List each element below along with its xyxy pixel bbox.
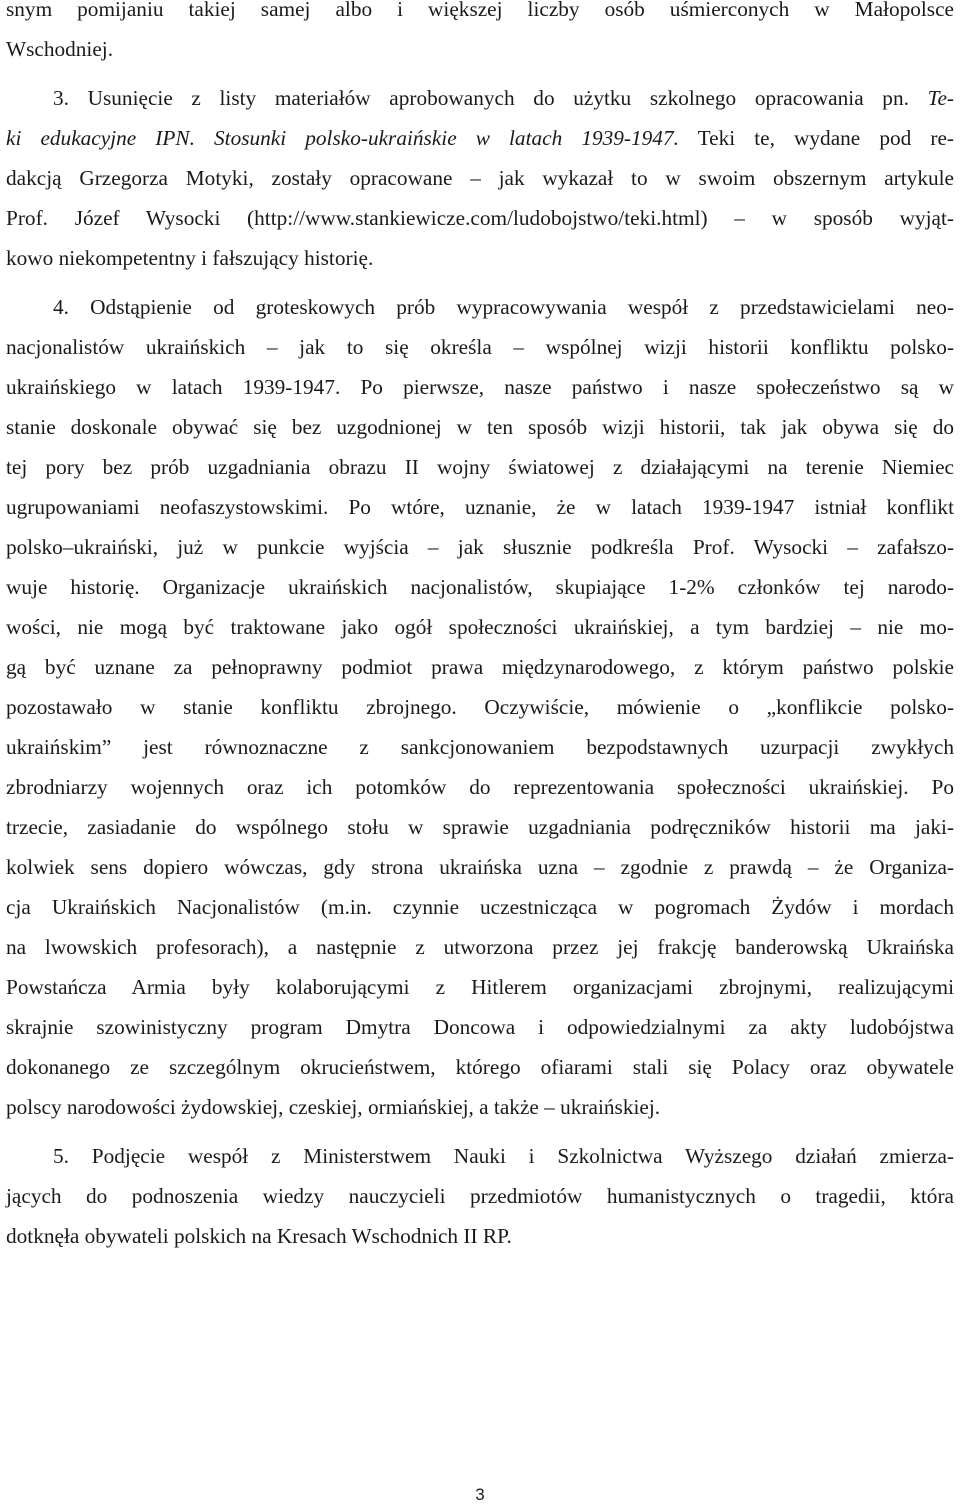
- text-line: gą być uznane za pełnoprawny podmiot prawa międzynarodowego, z którym państwo polskie: [6, 655, 954, 679]
- text-line: ki edukacyjne IPN. Stosunki polsko-ukraińskie w latach 1939-1947. Teki te, wydane pod re-: [6, 126, 954, 150]
- text-line: skrajnie szowinistyczny program Dmytra Doncowa i odpowiedzialnymi za akty ludobójstwa: [6, 1015, 954, 1039]
- text-line: pozostawało w stanie konfliktu zbrojnego. Oczywiście, mówienie o „konflikcie polsko-: [6, 695, 954, 719]
- text-line: dotknęła obywateli polskich na Kresach Wschodnich II RP.: [6, 1224, 512, 1248]
- text-line: ukraińskiego w latach 1939-1947. Po pierwsze, nasze państwo i nasze społeczeństwo są w: [6, 375, 954, 399]
- text-line: Wschodniej.: [6, 37, 114, 61]
- text-line: snym pomijaniu takiej samej albo i większej liczby osób uśmierconych w Małopolsce: [6, 0, 954, 21]
- text-line: cja Ukraińskich Nacjonalistów (m.in. czynnie uczestnicząca w pogromach Żydów i mordach: [6, 895, 954, 919]
- text-line: nacjonalistów ukraińskich – jak to się określa – wspólnej wizji historii konfliktu polsko-: [6, 335, 954, 359]
- text-line: ugrupowaniami neofaszystowskimi. Po wtóre, uznanie, że w latach 1939-1947 istniał konflikt: [6, 495, 954, 519]
- text-line: tej pory bez prób uzgadniania obrazu II wojny światowej z działającymi na terenie Niemiec: [6, 455, 954, 479]
- text-line: Powstańcza Armia były kolaborującymi z Hitlerem organizacjami zbrojnymi, realizującymi: [6, 975, 954, 999]
- text-line: wuje historię. Organizacje ukraińskich nacjonalistów, skupiające 1-2% członków tej narodo-: [6, 575, 954, 599]
- text-line: zbrodniarzy wojennych oraz ich potomków do reprezentowania społeczności ukraińskiej. Po: [6, 775, 954, 799]
- list-item-5-line: 5. Podjęcie wespół z Ministerstwem Nauki i Szkolnictwa Wyższego działań zmierza-: [53, 1144, 954, 1168]
- text-line: ukraińskim” jest równoznaczne z sankcjonowaniem bezpodstawnych uzurpacji zwykłych: [6, 735, 954, 759]
- list-item-4-line: 4. Odstąpienie od groteskowych prób wypracowywania wespół z przedstawicielami neo-: [53, 295, 954, 319]
- text-line: wości, nie mogą być traktowane jako ogół społeczności ukraińskiej, a tym bardziej – nie mo-: [6, 615, 954, 639]
- text-line: jących do podnoszenia wiedzy nauczycieli przedmiotów humanistycznych o tragedii, która: [6, 1184, 954, 1208]
- text-line: trzecie, zasiadanie do wspólnego stołu w sprawie uzgadniania podręczników historii ma jaki-: [6, 815, 954, 839]
- text-line: na lwowskich profesorach), a następnie z utworzona przez jej frakcję banderowską Ukraińska: [6, 935, 954, 959]
- text-line: kowo niekompetentny i fałszujący historię.: [6, 246, 374, 270]
- text-line: polsko–ukraiński, już w punkcie wyjścia – jak słusznie podkreśla Prof. Wysocki – zafałszo-: [6, 535, 954, 559]
- text-line: Prof. Józef Wysocki (http://www.stankiewicze.com/ludobojstwo/teki.html) – w sposób wyjąt-: [6, 206, 954, 230]
- text-line: stanie doskonale obywać się bez uzgodnionej w ten sposób wizji historii, tak jak obywa się do: [6, 415, 954, 439]
- text-line: dokonanego ze szczególnym okrucieństwem, którego ofiarami stali się Polacy oraz obywatele: [6, 1055, 954, 1079]
- text-line: polscy narodowości żydowskiej, czeskiej, ormiańskiej, a także – ukraińskiej.: [6, 1095, 661, 1119]
- text-line: dakcją Grzegorza Motyki, zostały opracowane – jak wykazał to w swoim obszernym artykule: [6, 166, 954, 190]
- list-item-3-line: 3. Usunięcie z listy materiałów aprobowanych do użytku szkolnego opracowania pn. Te-: [53, 86, 954, 110]
- text-line: kolwiek sens dopiero wówczas, gdy strona ukraińska uzna – zgodnie z prawdą – że Organiza-: [6, 855, 954, 879]
- page-number: 3: [475, 1485, 485, 1504]
